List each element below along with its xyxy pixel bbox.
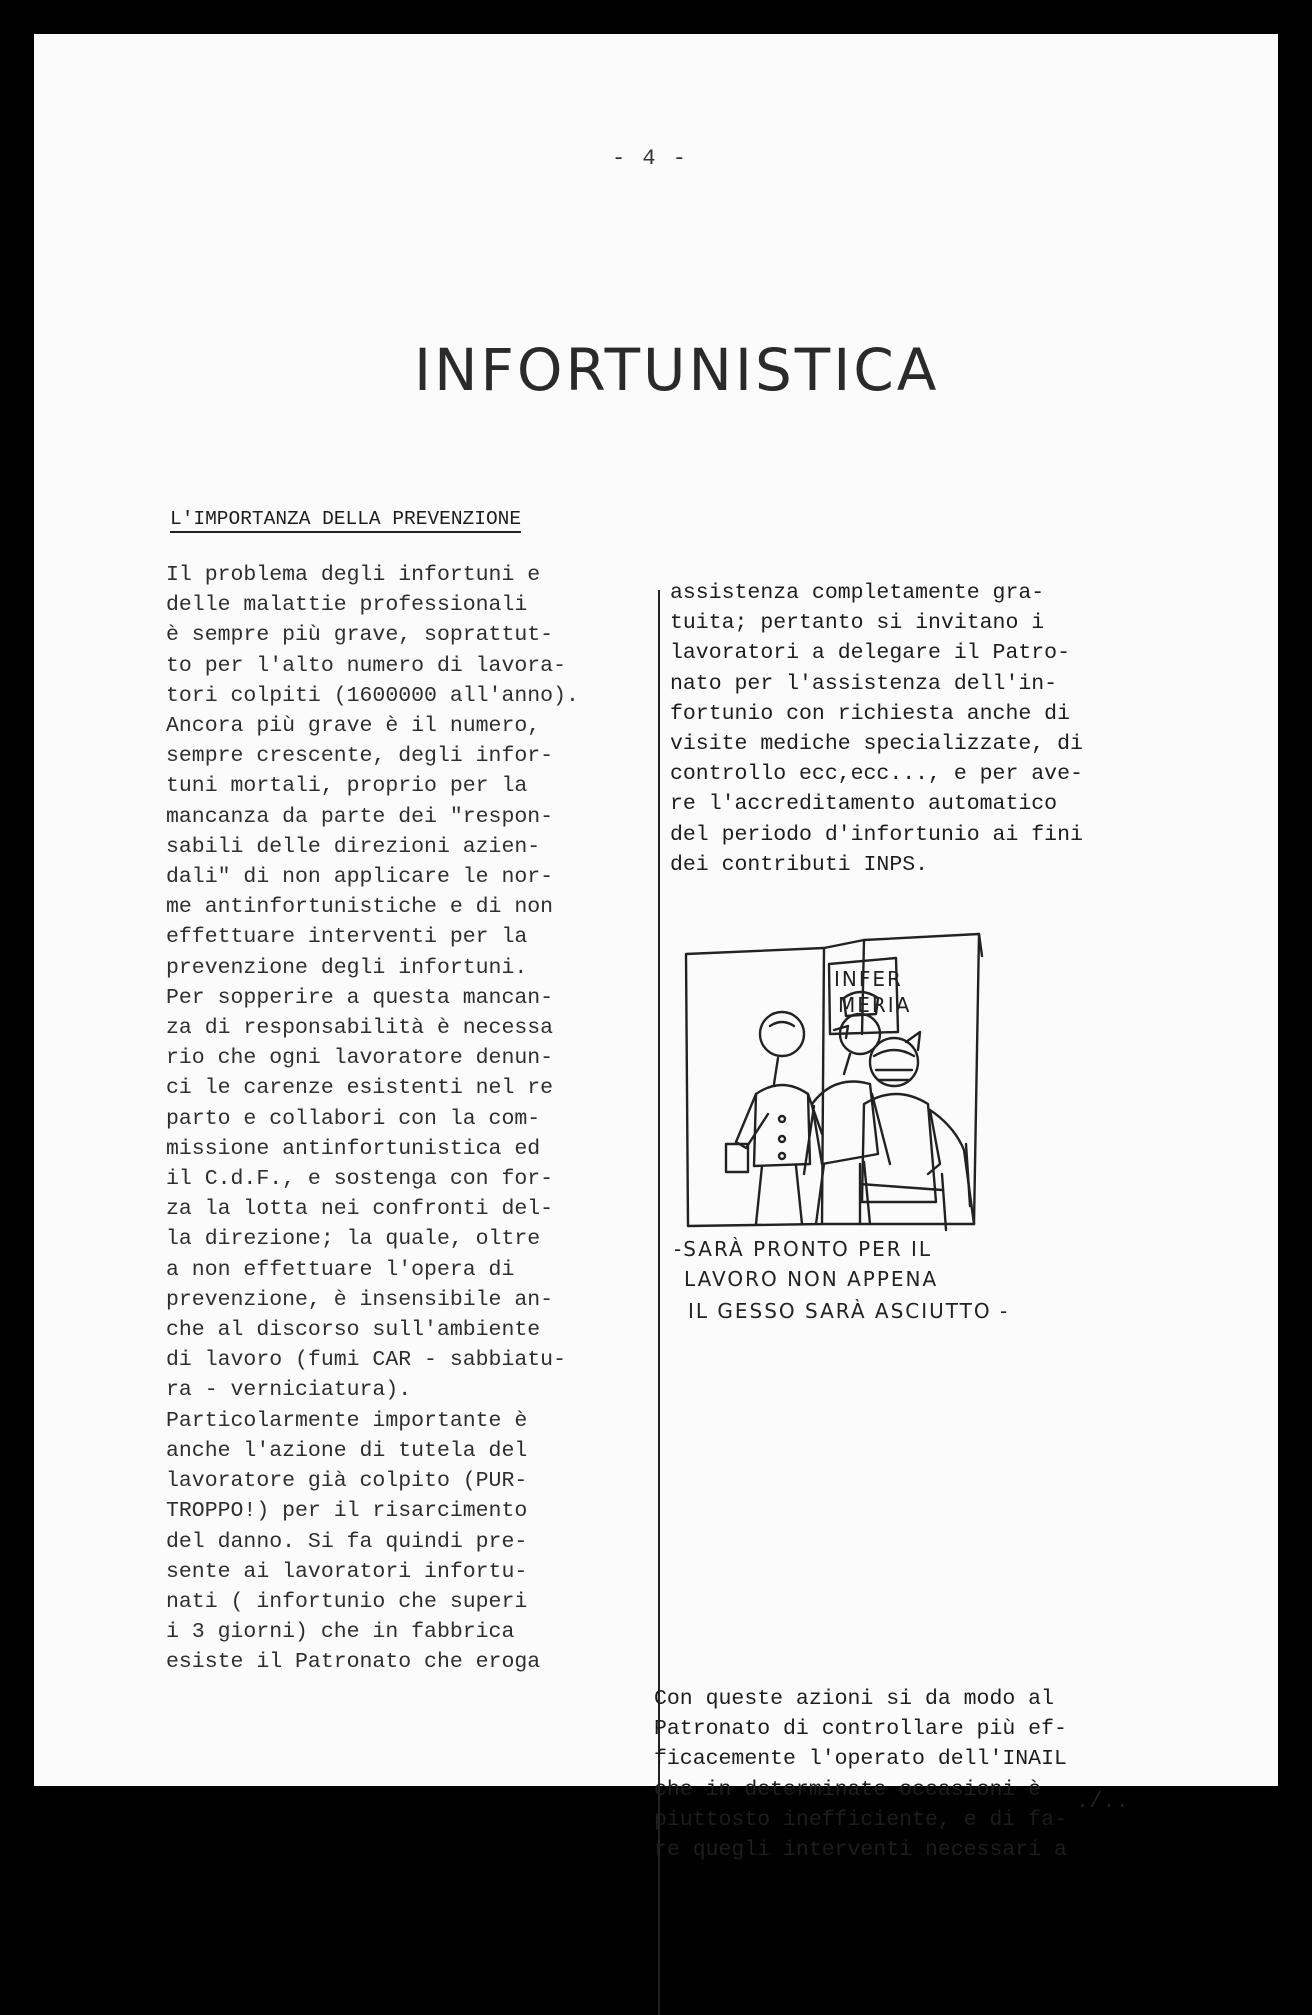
text-line: lavoratori a delegare il Patro-: [670, 641, 1070, 666]
text-line: parto e collabori con la com-: [166, 1106, 541, 1131]
text-line: me antinfortunistiche e di non: [166, 895, 554, 920]
text-line: Il problema degli infortuni e: [166, 563, 541, 587]
text-line: di lavoro (fumi CAR - sabbiatu-: [166, 1348, 566, 1373]
text-line: lavoratore già colpito (PUR-: [166, 1469, 528, 1494]
text-line: sempre crescente, degli infor-: [166, 744, 554, 769]
text-line: tuni mortali, proprio per la: [166, 774, 528, 799]
text-line: controllo ecc,ecc..., e per ave-: [670, 762, 1083, 787]
text-line: rio che ogni lavoratore denun-: [166, 1046, 554, 1071]
text-line: re l'accreditamento automatico: [670, 792, 1058, 817]
text-line: delle malattie professionali: [166, 593, 528, 618]
text-line: tuita; pertanto si invitano i: [670, 611, 1045, 636]
door-sign-line2: MERIA: [838, 993, 912, 1017]
text-line: ficacemente l'operato dell'INAIL: [654, 1747, 1067, 1772]
cartoon-caption-line2: LAVORO NON APPENA: [684, 1267, 939, 1291]
continued-mark: ./..: [1076, 1789, 1129, 1814]
left-column-text: [166, 560, 686, 1678]
text-line: esiste il Patronato che eroga: [166, 1650, 541, 1675]
text-line: anche l'azione di tutela del: [166, 1438, 528, 1463]
text-line: Particolarmente importante è: [166, 1408, 528, 1433]
door-sign-line1: INFER: [834, 967, 903, 991]
text-line: effettuare interventi per la: [166, 925, 528, 950]
text-line: za la lotta nei confronti del-: [166, 1197, 554, 1222]
page-title: INFORTUNISTICA: [414, 336, 940, 404]
text-line: TROPPO!) per il risarcimento: [166, 1499, 528, 1524]
text-line: del periodo d'infortunio ai fini: [670, 822, 1083, 847]
text-line: piuttosto inefficiente, e di fa-: [654, 1807, 1067, 1832]
text-line: tori colpiti (1600000 all'anno).: [166, 683, 579, 708]
text-line: del danno. Si fa quindi pre-: [166, 1529, 528, 1554]
text-line: prevenzione degli infortuni.: [166, 955, 528, 980]
document-page: [34, 34, 1278, 1863]
text-line: nato per l'assistenza dell'in-: [670, 671, 1058, 696]
infirmary-cartoon: [674, 934, 1094, 1334]
right-column-text-bottom: [654, 1684, 1214, 1865]
text-line: mancanza da parte dei "respon-: [166, 804, 554, 829]
text-line: dei contributi INPS.: [670, 852, 929, 877]
cartoon-caption-line3: IL GESSO SARÀ ASCIUTTO -: [688, 1299, 1010, 1323]
text-line: dali" di non applicare le nor-: [166, 865, 554, 890]
cartoon-caption-line1: -SARÀ PRONTO PER IL: [674, 1237, 933, 1261]
text-line: che in determinate occasioni è: [654, 1777, 1042, 1802]
text-line: prevenzione, è insensibile an-: [166, 1287, 554, 1312]
text-line: sente ai lavoratori infortu-: [166, 1559, 528, 1584]
text-line: è sempre più grave, soprattut-: [166, 623, 554, 648]
text-line: visite mediche specializzate, di: [670, 732, 1083, 757]
text-line: a non effettuare l'opera di: [166, 1257, 515, 1282]
text-line: re quegli interventi necessari a: [654, 1838, 1067, 1863]
text-line: ci le carenze esistenti nel re: [166, 1076, 554, 1101]
text-line: la direzione; la quale, oltre: [166, 1227, 541, 1252]
page-number: - 4 -: [612, 146, 689, 171]
text-line: Con queste azioni si da modo al: [654, 1687, 1054, 1711]
text-line: nati ( infortunio che superi: [166, 1589, 528, 1614]
text-line: il C.d.F., e sostenga con for-: [166, 1167, 554, 1192]
text-line: Per sopperire a questa mancan-: [166, 985, 554, 1010]
text-line: za di responsabilità è necessa: [166, 1016, 554, 1041]
text-line: Patronato di controllare più ef-: [654, 1717, 1067, 1742]
text-line: Ancora più grave è il numero,: [166, 714, 541, 739]
text-line: ra - verniciatura).: [166, 1378, 412, 1403]
section-heading: L'IMPORTANZA DELLA PREVENZIONE: [170, 508, 521, 533]
text-line: missione antinfortunistica ed: [166, 1136, 541, 1161]
text-line: che al discorso sull'ambiente: [166, 1318, 541, 1343]
text-line: to per l'alto numero di lavora-: [166, 653, 566, 678]
text-line: assistenza completamente gra-: [670, 581, 1045, 605]
right-column-text-top: [670, 578, 1230, 880]
text-line: i 3 giorni) che in fabbrica: [166, 1620, 515, 1645]
text-line: fortunio con richiesta anche di: [670, 701, 1070, 726]
text-line: sabili delle direzioni azien-: [166, 834, 541, 859]
